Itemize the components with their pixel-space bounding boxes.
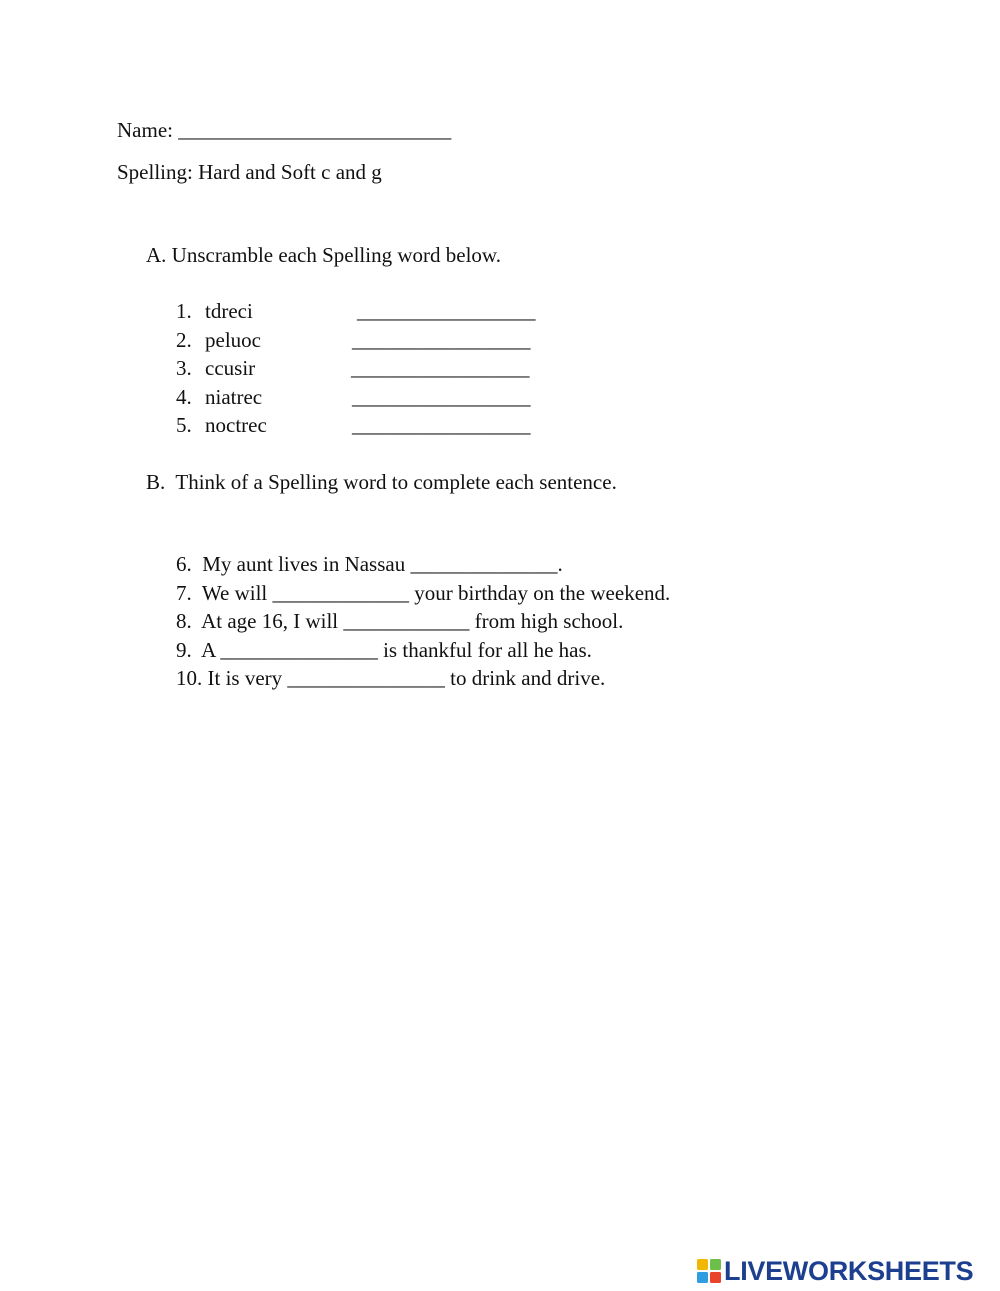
answer-blank[interactable]: _________________ xyxy=(357,299,536,323)
sentence-item[interactable]: 6. My aunt lives in Nassau ______________. xyxy=(176,552,563,576)
scrambled-word: ccusir xyxy=(205,356,256,380)
answer-blank[interactable]: _________________ xyxy=(352,413,531,437)
answer-blank[interactable]: _________________ xyxy=(352,328,531,352)
liveworksheets-logo-text: LIVEWORKSHEETS xyxy=(724,1255,974,1286)
scrambled-word: peluoc xyxy=(205,328,261,352)
scrambled-word: noctrec xyxy=(205,413,267,437)
sentence-item[interactable]: 9. A _______________ is thankful for all he has. xyxy=(176,638,592,662)
worksheet-title: Spelling: Hard and Soft c and g xyxy=(117,160,382,184)
item-number: 3. xyxy=(176,356,192,380)
item-number: 4. xyxy=(176,385,192,409)
answer-blank[interactable]: _________________ xyxy=(352,385,531,409)
section-b-heading: B. Think of a Spelling word to complete each sentence. xyxy=(146,470,617,494)
item-number: 1. xyxy=(176,299,192,323)
name-field-label: Name: __________________________ xyxy=(117,118,452,142)
scrambled-word: niatrec xyxy=(205,385,263,409)
sentence-item[interactable]: 8. At age 16, I will ____________ from high school. xyxy=(176,609,624,633)
item-number: 2. xyxy=(176,328,192,352)
liveworksheets-logo xyxy=(697,1257,973,1285)
item-number: 5. xyxy=(176,413,192,437)
scrambled-word: tdreci xyxy=(205,299,253,323)
answer-blank[interactable]: _________________ xyxy=(351,356,530,380)
liveworksheets-logo-icon xyxy=(697,1259,721,1283)
sentence-item[interactable]: 10. It is very _______________ to drink and drive. xyxy=(176,666,606,690)
sentence-item[interactable]: 7. We will _____________ your birthday on the weekend. xyxy=(176,581,671,605)
section-a-heading: A. Unscramble each Spelling word below. xyxy=(146,243,501,267)
